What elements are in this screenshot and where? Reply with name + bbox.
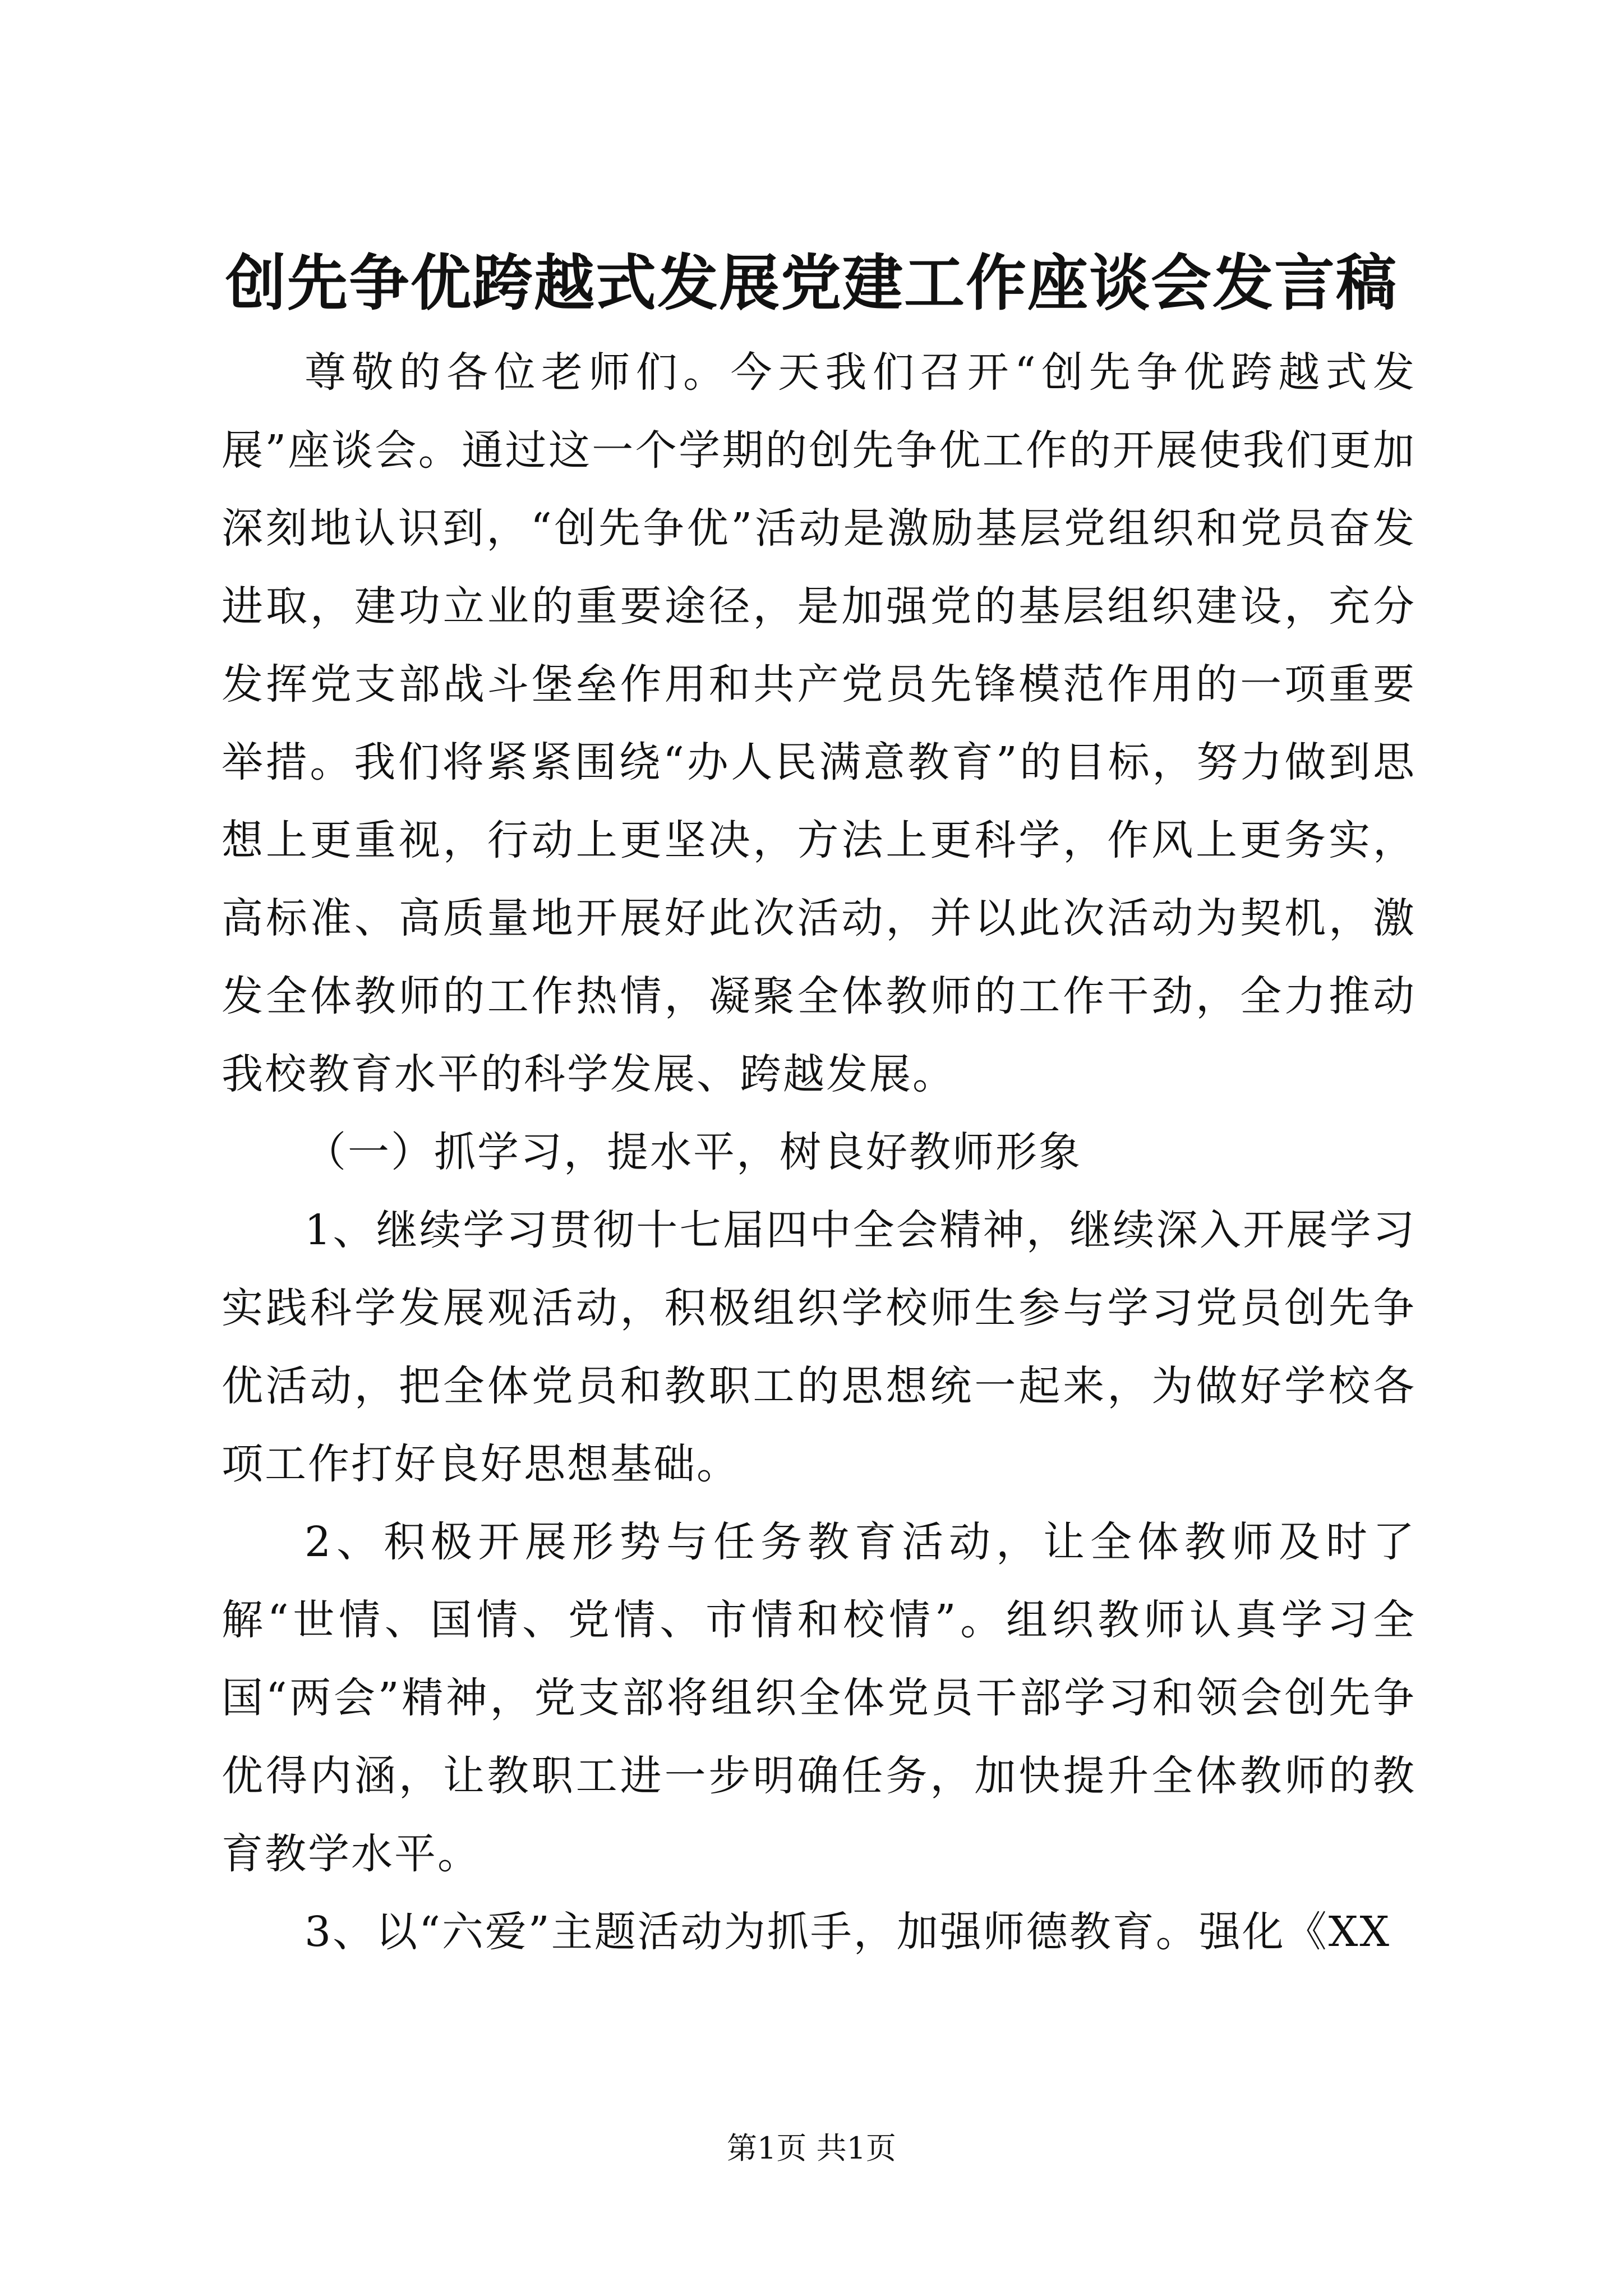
paragraph-item-2: 2、积极开展形势与任务教育活动，让全体教师及时了解“世情、国情、党情、市情和校情”。组织教师认真学习全国“两会”精神，党支部将组织全体党员干部学习和领会创先争优得内涵，让教职工进一步明确任务，加快提升全体教师的教育教学水平。 [222,1518,1416,1878]
paragraph-item-3: 3、以“六爱”主题活动为抓手，加强师德教育。强化《XX [305,1908,1391,1956]
section-heading-1: （一）抓学习，提水平，树良好教师形象 [305,1128,1082,1176]
paragraph-intro: 尊敬的各位老师们。今天我们召开“创先争优跨越式发展”座谈会。通过这一个学期的创先争优工作的开展使我们更加深刻地认识到，“创先争优”活动是激励基层党组织和党员奋发进取，建功立业的重要途径，是加强党的基层组织建设，充分发挥党支部战斗堡垒作用和共产党员先锋模范作用的一项重要举措。我们将紧紧围绕“办人民满意教育”的目标，努力做到思想上更重视，行动上更坚决，方法上更科学，作风上更务实，高标准、高质量地开展好此次活动，并以此次活动为契机，激发全体教师的工作热情，凝聚全体教师的工作干劲，全力推动我校教育水平的科学发展、跨越发展。 [222,348,1416,1098]
paragraph-item-1: 1、继续学习贯彻十七届四中全会精神，继续深入开展学习实践科学发展观活动，积极组织学校师生参与学习党员创先争优活动，把全体党员和教职工的思想统一起来，为做好学校各项工作打好良好思想基础。 [222,1206,1416,1488]
page-footer: 第1页 共1页 [727,2131,896,2166]
document-title: 创先争优跨越式发展党建工作座谈会发言稿 [225,248,1398,319]
document-body [222,334,1416,1971]
